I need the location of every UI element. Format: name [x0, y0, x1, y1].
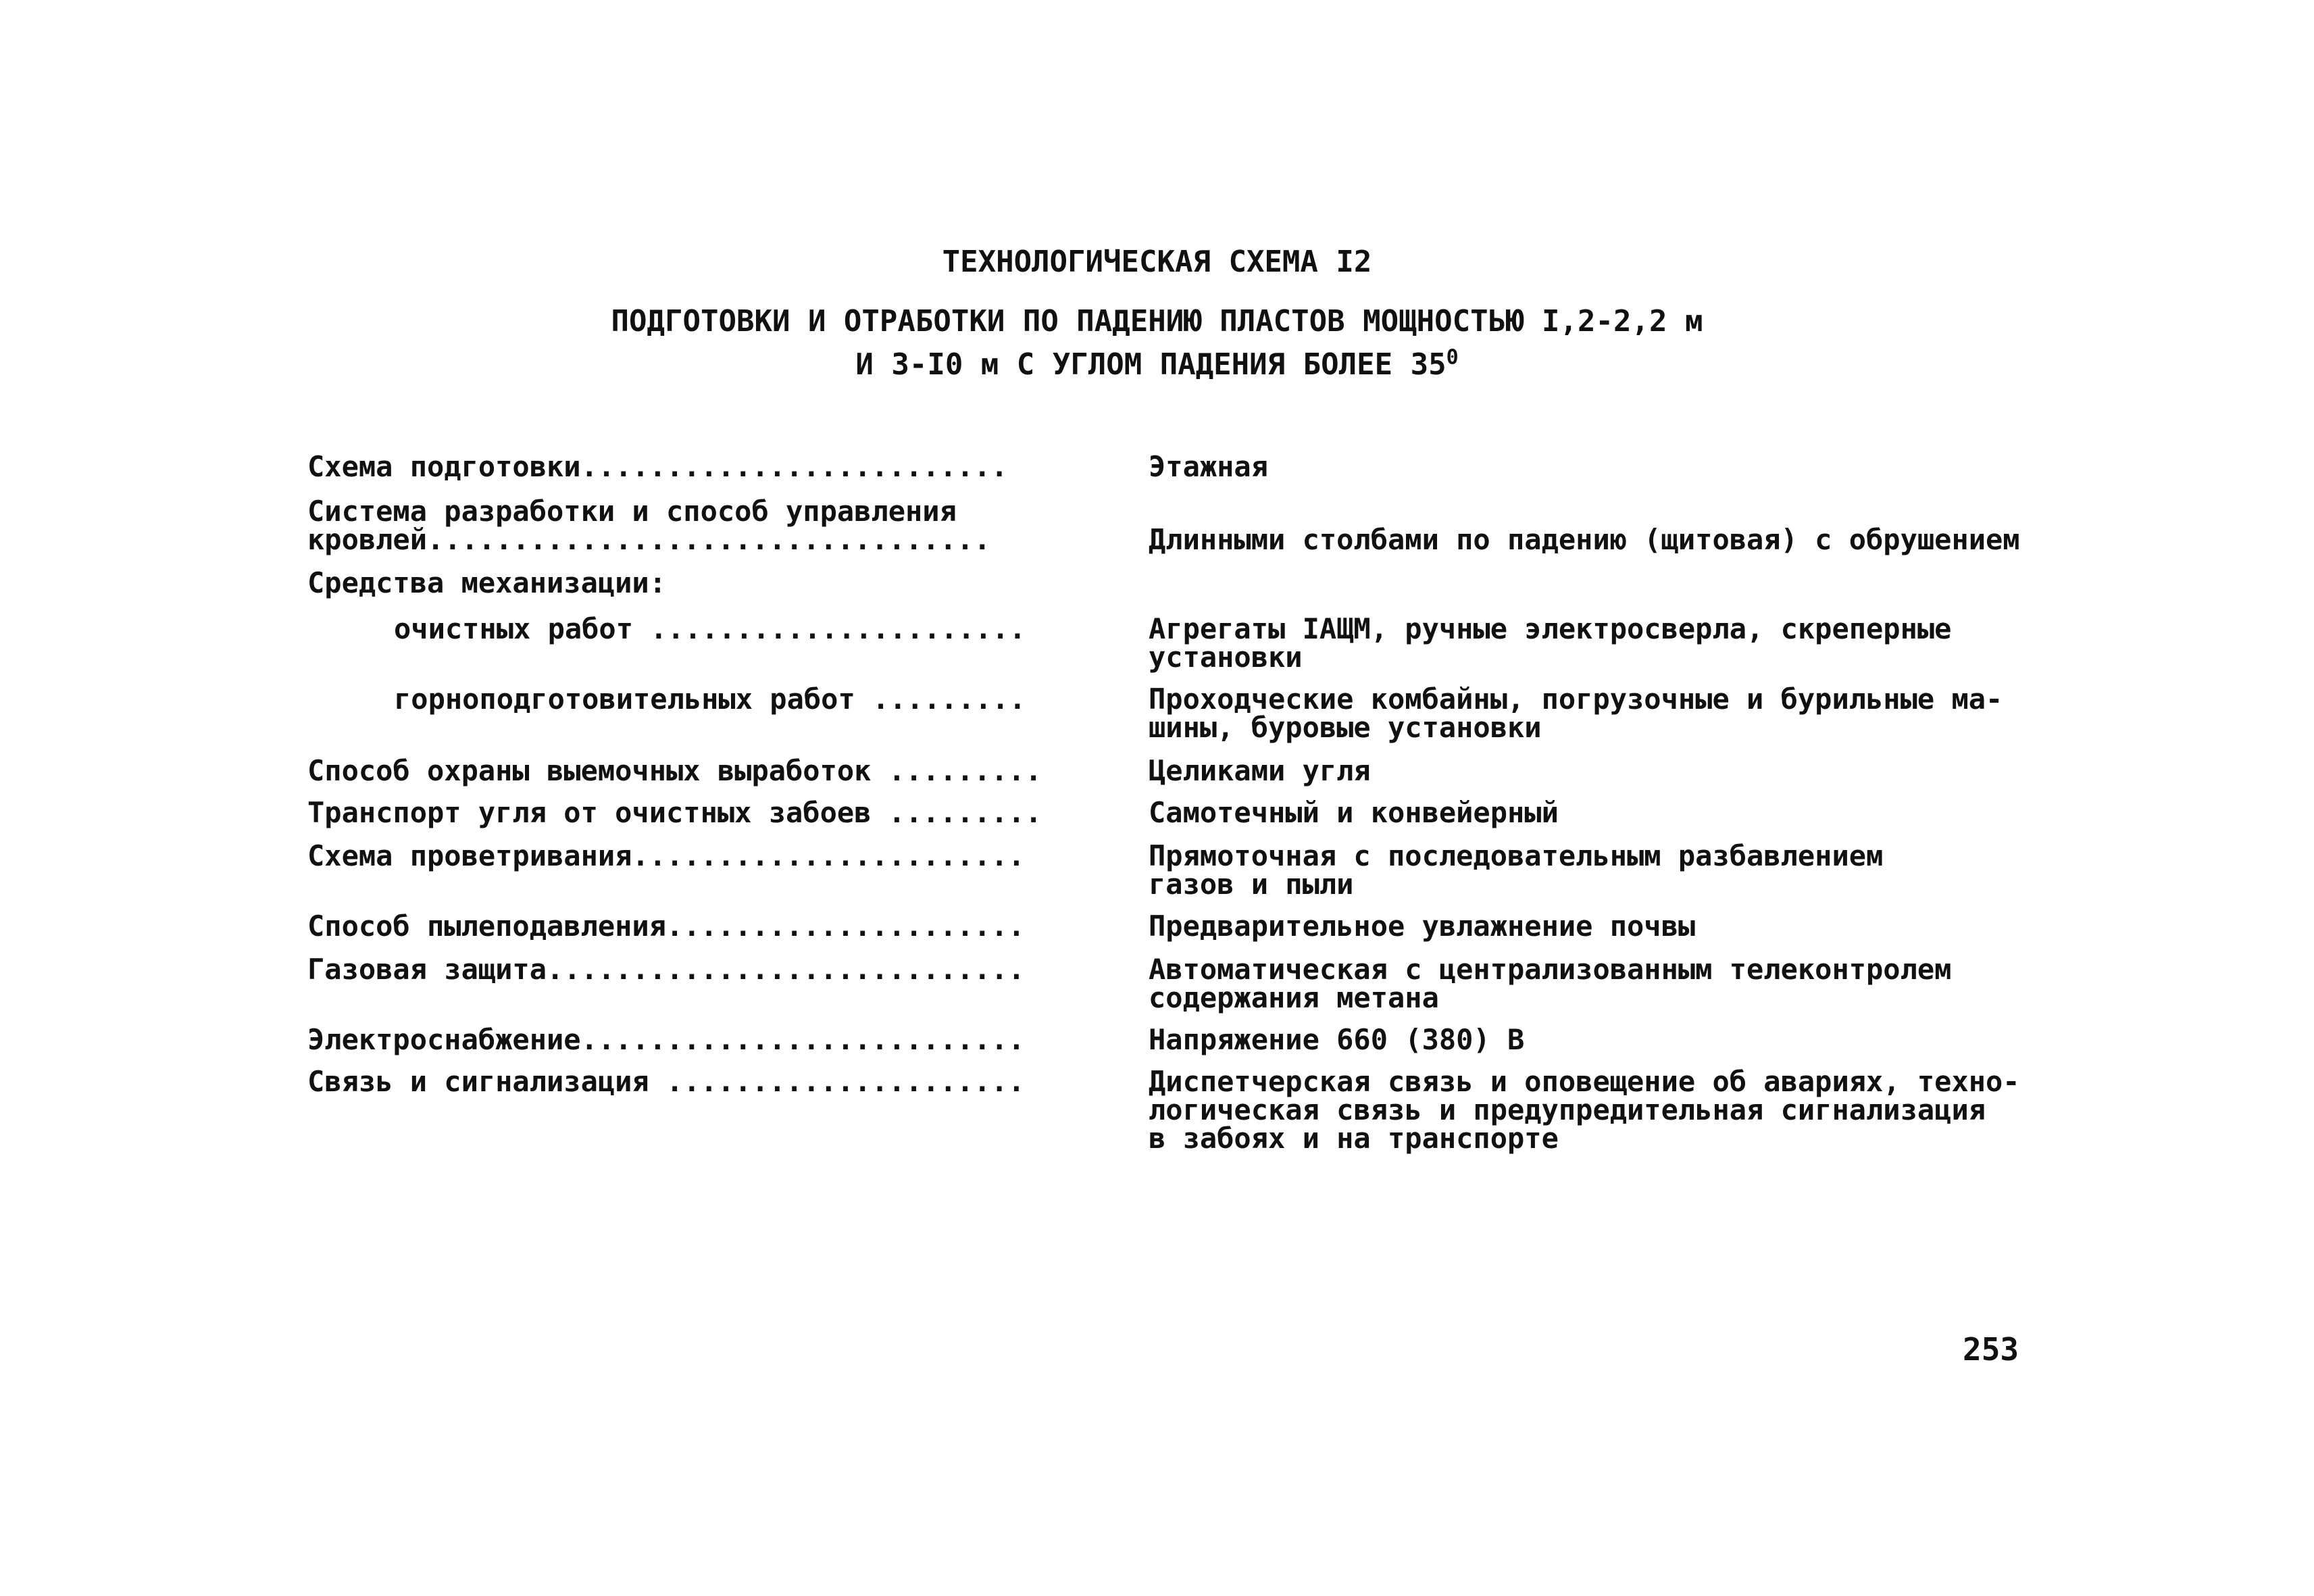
spec-label: Средства механизации: [307, 566, 667, 599]
spec-value: Проходческие комбайны, погрузочные и бурильные ма- шины, буровые установки [1149, 682, 2003, 744]
document-subtitle-line-2 [0, 346, 2314, 384]
spec-label: Газовая защита............................ [307, 953, 1026, 986]
spec-value: Самотечный и конвейерный [1149, 796, 1559, 829]
spec-value: Этажная [1149, 450, 1269, 483]
spec-label: Способ пылеподавления..................... [307, 909, 1026, 943]
spec-label: Транспорт угля от очистных забоев ......... [307, 796, 1042, 829]
spec-label: Схема подготовки......................... [307, 450, 1008, 483]
page-number: 253 [1963, 1331, 2019, 1368]
spec-label: Схема проветривания....................... [307, 839, 1026, 872]
spec-value: Диспетчерская связь и оповещение об авариях, техно- логическая связь и предупредительная сигнализация в забоях и на транспорте [1149, 1065, 2020, 1155]
spec-value: Напряжение 660 (380) В [1149, 1023, 1525, 1056]
spec-label: горноподготовительных работ ......... [394, 682, 1026, 716]
document-subtitle-line-1: ПОДГОТОВКИ И ОТРАБОТКИ ПО ПАДЕНИЮ ПЛАСТОВ МОЩНОСТЬЮ I,2-2,2 м [611, 304, 1703, 339]
subtitle-text: И 3-I0 м С УГЛОМ ПАДЕНИЯ БОЛЕЕ 35 [855, 347, 1447, 382]
spec-value: Автоматическая с централизованным телеконтролем содержания метана [1149, 953, 1952, 1014]
document-title: ТЕХНОЛОГИЧЕСКАЯ СХЕМА I2 [942, 245, 1372, 279]
spec-label: Связь и сигнализация ..................... [307, 1065, 1026, 1098]
spec-value: Длинными столбами по падению (щитовая) с обрушением [1149, 523, 2020, 556]
spec-label: Электроснабжение.......................... [307, 1023, 1026, 1056]
degree-superscript: 0 [1446, 345, 1459, 370]
spec-value: Агрегаты IАЩМ, ручные электросверла, скреперные установки [1149, 612, 1952, 674]
spec-value: Прямоточная с последовательным разбавлением газов и пыли [1149, 839, 1884, 901]
spec-label: Способ охраны выемочных выработок ......... [307, 754, 1042, 787]
spec-value: Целиками угля [1149, 754, 1371, 787]
spec-label: очистных работ ...................... [394, 612, 1026, 645]
spec-label: Система разработки и способ управления кровлей................................. [307, 495, 991, 556]
spec-value: Предварительное увлажнение почвы [1149, 909, 1696, 943]
